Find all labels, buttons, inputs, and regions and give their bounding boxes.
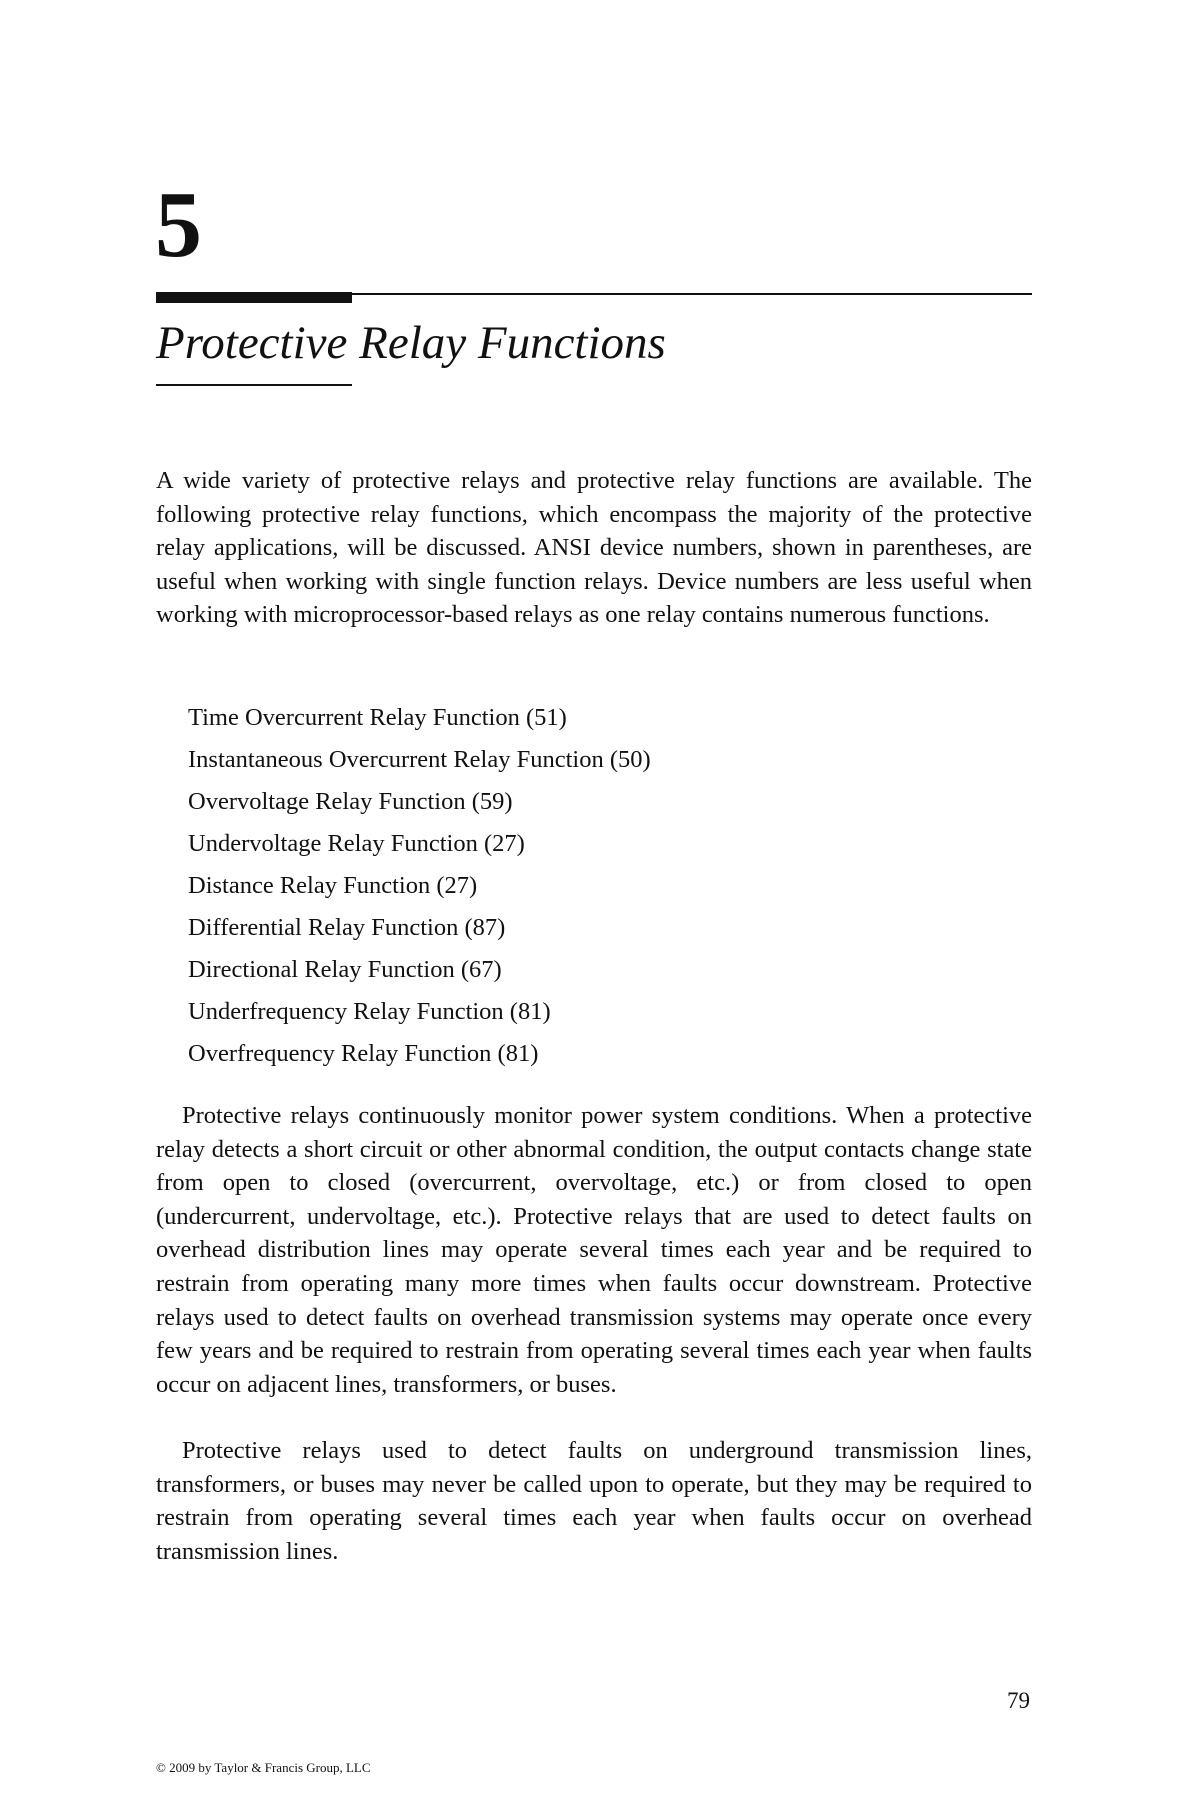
intro-paragraph: A wide variety of protective relays and protective relay functions are available. The following protective relay functions, which encompass the majority of the protective relay applications, will be discussed. ANSI device numbers, shown in parentheses, are useful when working with single function relays. Device numbers are less useful when working with microprocessor-based relays as one relay contains numerous functions. bbox=[156, 467, 1032, 629]
page-number: 79 bbox=[1007, 1688, 1030, 1713]
chapter-rule-thick bbox=[156, 292, 352, 303]
list-item: Differential Relay Function (87) bbox=[188, 914, 506, 941]
list-item: Directional Relay Function (67) bbox=[188, 956, 502, 983]
list-item: Instantaneous Overcurrent Relay Function (50) bbox=[188, 746, 651, 773]
underground-paragraph: Protective relays used to detect faults on underground transmission lines, transformers, or buses may never be called upon to operate, but they may be required to restrain from operating several times each year when faults occur on overhead transmission lines. bbox=[156, 1437, 1032, 1565]
monitoring-paragraph: Protective relays continuously monitor power system conditions. When a protective relay detects a short circuit or other abnormal condition, the output contacts change state from open to closed (overcurrent, overvoltage, etc.) or from closed to open (undercurrent, undervoltage, etc.). Protective relays that are used to detect faults on overhead distribution lines may operate several times each year and be required to restrain from operating many more times when faults occur downstream. Protective relays used to detect faults on overhead transmission systems may operate once every few years and be required to restrain from operating several times each year when faults occur on adjacent lines, transformers, or buses. bbox=[156, 1102, 1032, 1398]
list-item: Underfrequency Relay Function (81) bbox=[188, 998, 551, 1025]
relay-function-list bbox=[188, 697, 651, 1075]
list-item: Time Overcurrent Relay Function (51) bbox=[188, 704, 567, 731]
list-item: Distance Relay Function (27) bbox=[188, 872, 478, 899]
list-item: Undervoltage Relay Function (27) bbox=[188, 830, 525, 857]
list-item: Overfrequency Relay Function (81) bbox=[188, 1040, 539, 1067]
chapter-rule-thin bbox=[352, 293, 1032, 295]
copyright-notice: © 2009 by Taylor & Francis Group, LLC bbox=[156, 1760, 371, 1775]
title-underline bbox=[156, 384, 352, 386]
chapter-number: 5 bbox=[155, 173, 202, 277]
chapter-title: Protective Relay Functions bbox=[156, 317, 666, 369]
list-item: Overvoltage Relay Function (59) bbox=[188, 788, 513, 815]
